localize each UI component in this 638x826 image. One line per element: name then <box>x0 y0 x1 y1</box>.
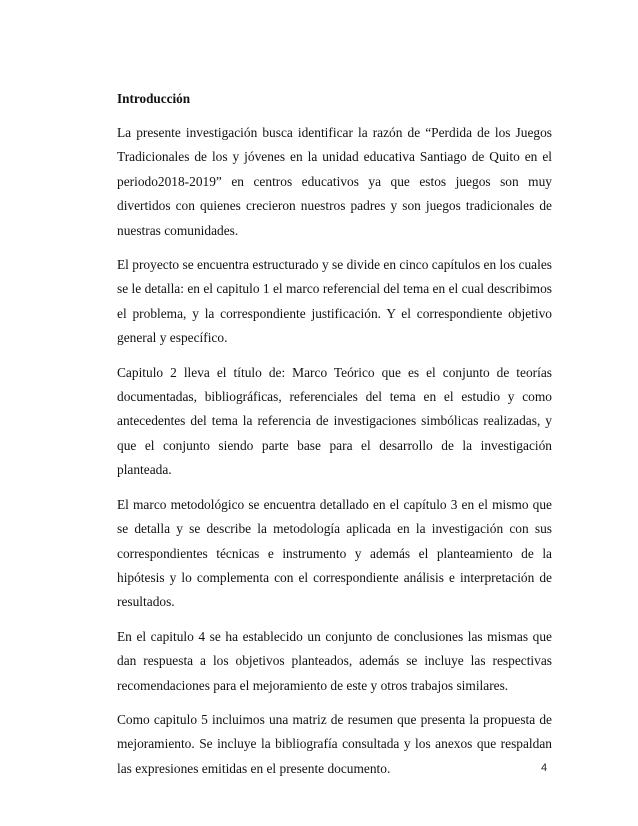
paragraph-structure: El proyecto se encuentra estructurado y se divide en cinco capítulos en los cuales se le detalla: en el capitulo 1 el marco referencial del tema en el cual describimos el problema, y la correspondiente justificación. Y el correspondiente objetivo general y específico. <box>117 257 552 346</box>
paragraph-intro: La presente investigación busca identificar la razón de “Perdida de los Juegos Tradicionales de los y jóvenes en la unidad educativa Santiago de Quito en el periodo2018-2019” en centros educativos ya que estos juegos son muy divertidos con quienes crecieron nuestros padres y son juegos tradicionales de nuestras comunidades. <box>117 125 552 238</box>
paragraph-chapter-5: Como capitulo 5 incluimos una matriz de resumen que presenta la propuesta de mejoramiento. Se incluye la bibliografía consultada y los anexos que respaldan las expresiones emitidas en el presente documento. <box>117 711 552 776</box>
page-number: 4 <box>541 762 548 774</box>
paragraph-chapter-3: El marco metodológico se encuentra detallado en el capítulo 3 en el mismo que se detalla y se describe la metodología aplicada en la investigación con sus correspondientes técnicas e instrumento y además el planteamiento de la hipótesis y lo complementa con el correspondiente análisis e interpretación de resultados. <box>117 496 552 610</box>
section-heading: Introducción <box>117 91 191 106</box>
page-content <box>117 87 552 791</box>
paragraph-chapter-4: En el capitulo 4 se ha establecido un conjunto de conclusiones las mismas que dan respuesta a los objetivos planteados, además se incluye las respectivas recomendaciones para el mejoramiento de este y otros trabajos similares. <box>117 628 552 693</box>
paragraph-chapter-2: Capitulo 2 lleva el título de: Marco Teórico que es el conjunto de teorías documentadas, bibliográficas, referenciales del tema en el estudio y como antecedentes del tema la referencia de investigaciones simbólicas realizadas, y que el conjunto siendo parte base para el desarrollo de la investigación planteada. <box>117 364 552 478</box>
